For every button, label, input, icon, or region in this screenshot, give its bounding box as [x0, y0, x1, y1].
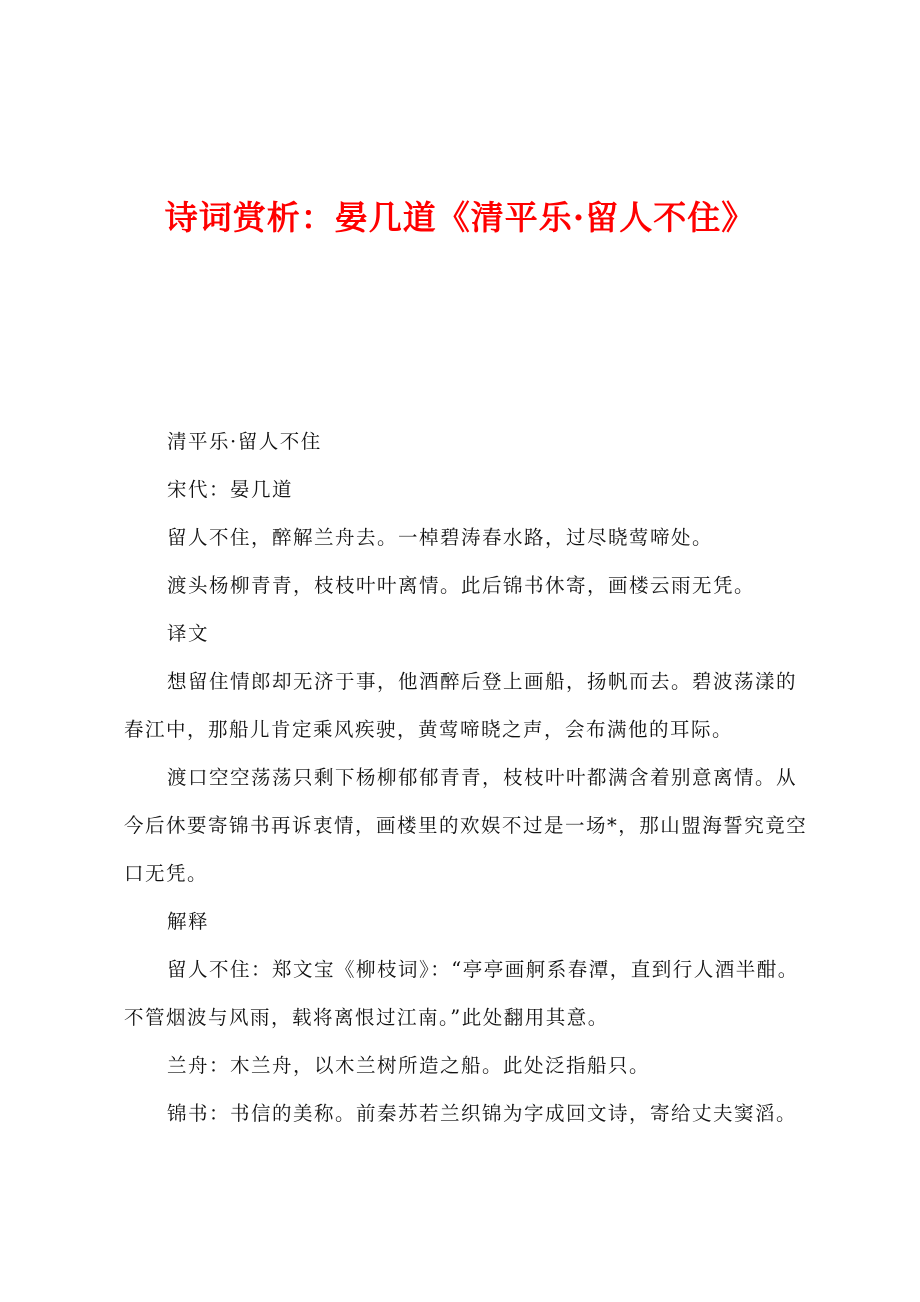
document-title: 诗词赏析：晏几道《清平乐·留人不住》 — [164, 198, 756, 237]
note-paragraph-1: 留人不住：郑文宝《柳枝词》：“亭亭画舸系春潭，直到行人酒半酣。不管烟波与风雨，载将离恨过江南。”此处翻用其意。 — [124, 958, 799, 1029]
poem-line-2: 渡头杨柳青青，枝枝叶叶离情。此后锦书休寄，画楼云雨无凭。 — [167, 574, 756, 597]
section-heading-notes: 解释 — [167, 910, 210, 933]
poem-line-1: 留人不住，醉解兰舟去。一棹碧涛春水路，过尽晓莺啼处。 — [167, 526, 714, 549]
poem-title: 清平乐·留人不住 — [167, 430, 322, 453]
document-body — [124, 418, 808, 1138]
note-paragraph-3: 锦书：书信的美称。前秦苏若兰织锦为字成回文诗，寄给丈夫窦滔。 — [167, 1102, 798, 1125]
note-paragraph-2: 兰舟：木兰舟，以木兰树所造之船。此处泛指船只。 — [167, 1054, 651, 1077]
translation-paragraph-2: 渡口空空荡荡只剩下杨柳郁郁青青，枝枝叶叶都满含着别意离情。从今后休要寄锦书再诉衷情，画楼里的欢娱不过是一场*，那山盟海誓究竟空口无凭。 — [124, 766, 808, 885]
translation-paragraph-1: 想留住情郎却无济于事，他酒醉后登上画船，扬帆而去。碧波荡漾的春江中，那船儿肯定乘风疾驶，黄莺啼晓之声，会布满他的耳际。 — [124, 670, 798, 741]
poem-author: 宋代：晏几道 — [167, 478, 294, 501]
section-heading-translation: 译文 — [167, 622, 210, 645]
